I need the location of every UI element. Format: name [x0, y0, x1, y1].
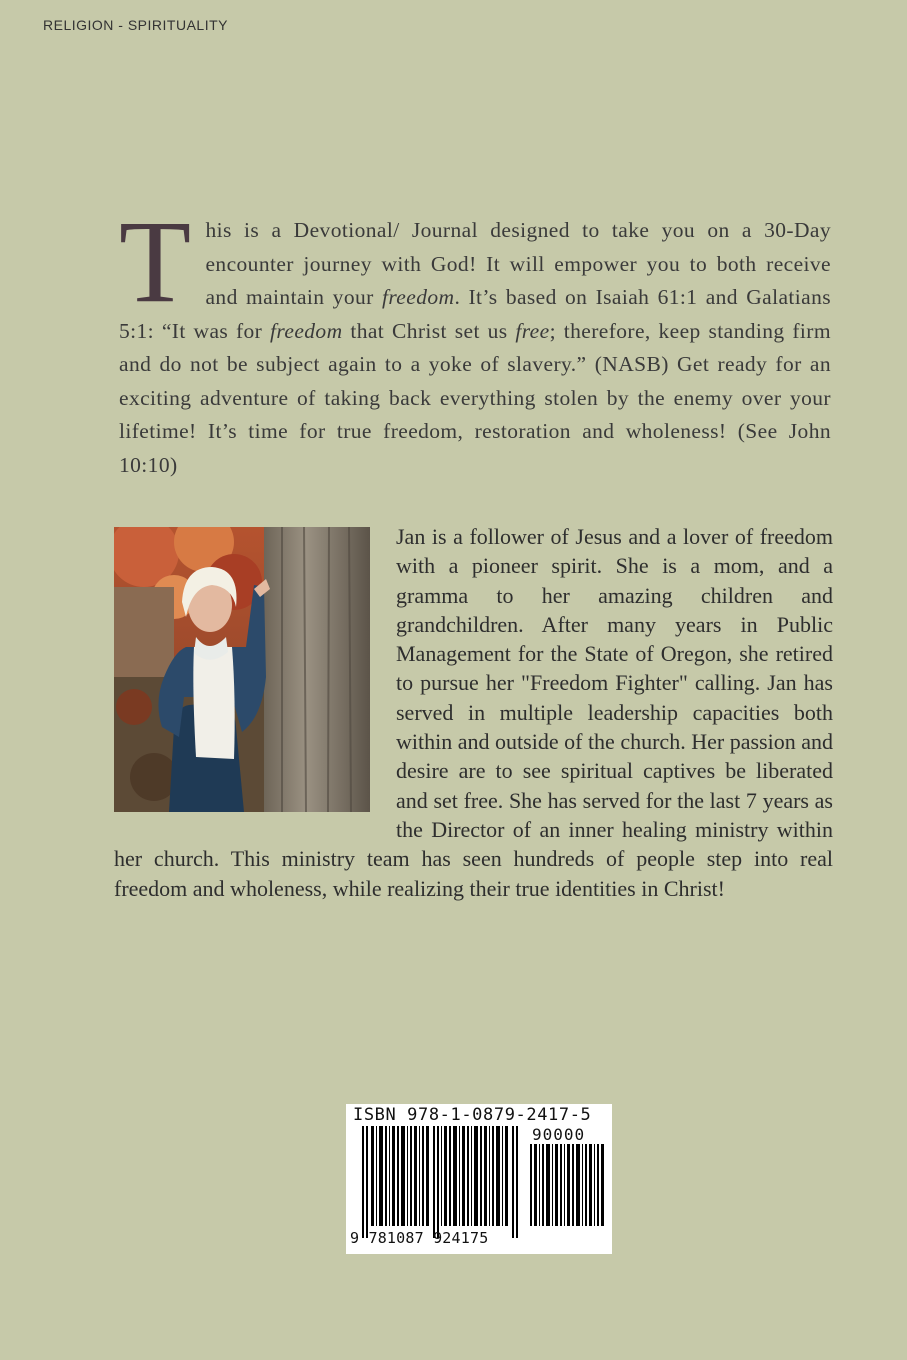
barcode-digits: 9 781087 924175 [350, 1229, 489, 1247]
drop-cap: T [119, 196, 192, 327]
book-description [119, 196, 831, 482]
description-emphasis-2: freedom [270, 318, 343, 343]
author-bio-text: Jan is a follower of Jesus and a lover of freedom with a pioneer spirit. She is a mom, and a gramma to her amazing children and grandchildren. After many years in Public Management for the State of Oregon, she retired to pursue her "Freedom Fighter" calling. Jan has served in multiple leadership capacities both within and outside of the church. Her passion and desire are to see spiritual captives be liberated and set free. She has served for the last 7 years as the Director of an inner healing ministry within her church. This ministry team has seen hundreds of people step into real freedom and wholeness, while realizing their true identities in Christ! [114, 524, 833, 901]
description-text-3: that Christ set us [342, 318, 516, 343]
barcode-bars-main [362, 1126, 522, 1238]
description-text-2: . It’s based on Isaiah 61:1 and Galatians 5:1: “It was for [119, 285, 831, 343]
description-text-1: his is a Devotional/ Journal designed to take you on a 30-Day encounter journey with God! It will empower you to both receive and maintain your [205, 218, 831, 309]
author-bio [114, 522, 833, 903]
description-emphasis-3: free [515, 318, 550, 343]
photo-spacer [114, 522, 396, 818]
price-code: 90000 [532, 1125, 586, 1144]
description-text-4: ; therefore, keep standing firm and do not be subject again to a yoke of slavery.” (NASB) Get ready for an exciting adventure of taking back everything stolen by the enemy over your lifetime! It’s time for true freedom, restoration and wholeness! (See John 10:10) [119, 318, 831, 477]
description-emphasis-1: freedom [381, 285, 455, 309]
isbn-barcode [346, 1104, 612, 1254]
barcode-bars-addon [530, 1144, 606, 1226]
isbn-label: ISBN 978-1-0879-2417-5 [353, 1105, 592, 1125]
category-label: RELIGION - SPIRITUALITY [43, 17, 228, 33]
